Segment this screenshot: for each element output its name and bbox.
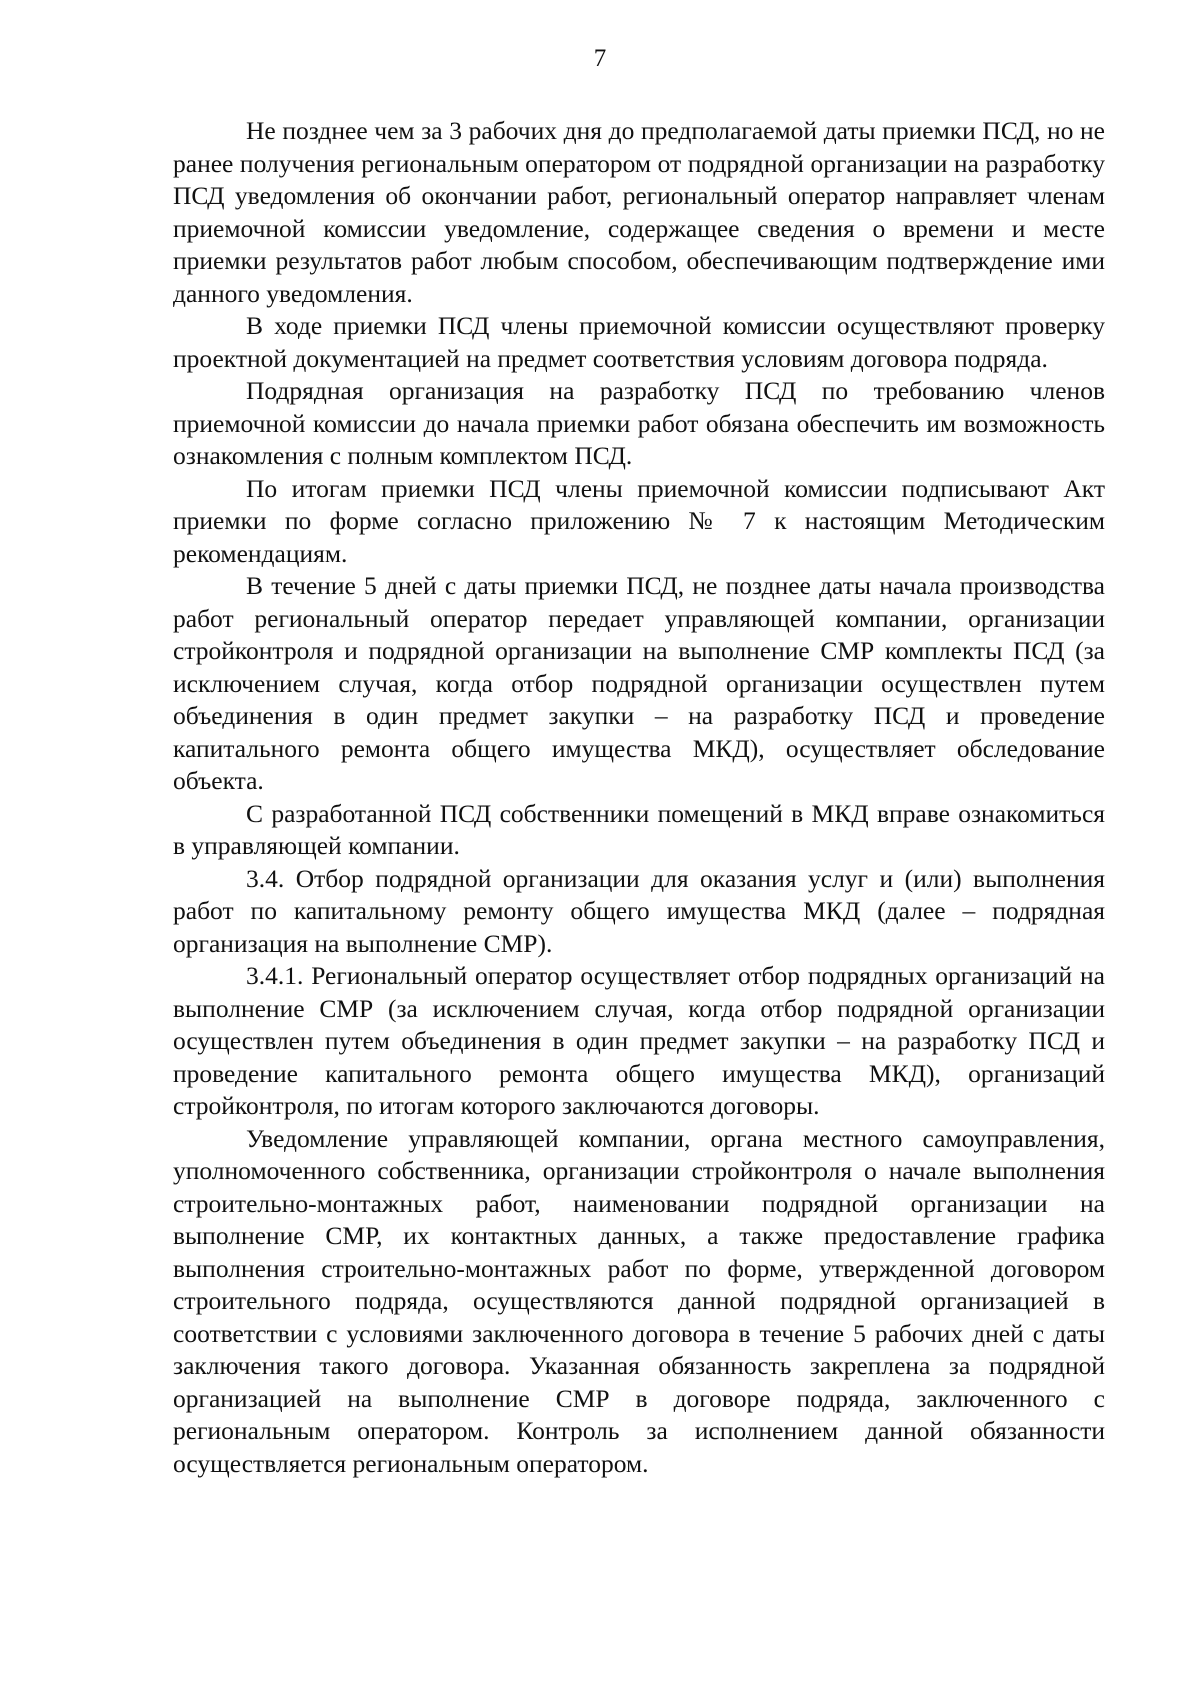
document-body (173, 115, 1105, 1480)
paragraph-psd-transfer: В течение 5 дней с даты приемки ПСД, не позднее даты начала производства работ региональный оператор передает управляющей компании, организации стройконтроля и подрядной организации на выполнение СМР комплекты ПСД (за исключением случая, когда отбор подрядной организации осуществлен путем объединения в один предмет закупки – на разработку ПСД и проведение капитального ремонта общего имущества МКД), осуществляет обследование объекта. (173, 571, 1105, 795)
paragraph-acceptance-act: По итогам приемки ПСД члены приемочной комиссии подписывают Акт приемки по форме согласно приложению № 7 к настоящим Методическим рекомендациям. (173, 473, 1105, 568)
paragraph-work-start-notification: Уведомление управляющей компании, органа местного самоуправления, уполномоченного собственника, организации стройконтроля о начале выполнения строительно-монтажных работ, наименовании подрядной организации на выполнение СМР, их контактных данных, а также предоставление графика выполнения строительно-монтажных работ по форме, утвержденной договором строительного подряда, осуществляются данной подрядной организацией в соответствии с условиями заключенного договора в течение 5 рабочих дней с даты заключения такого договора. Указанная обязанность закреплена за подрядной организацией на выполнение СМР в договоре подряда, заключенного с региональным оператором. Контроль за исполнением данной обязанности осуществляется региональным оператором. (173, 1123, 1105, 1478)
paragraph-section-3-4: 3.4. Отбор подрядной организации для оказания услуг и (или) выполнения работ по капитальному ремонту общего имущества МКД (далее – подрядная организация на выполнение СМР). (173, 863, 1105, 958)
page-number: 7 (593, 45, 607, 72)
paragraph-psd-acceptance-notice: Не позднее чем за 3 рабочих дня до предполагаемой даты приемки ПСД, но не ранее получения региональным оператором от подрядной организации на разработку ПСД уведомления об окончании работ, региональный оператор направляет членам приемочной комиссии уведомление, содержащее сведения о времени и месте приемки результатов работ любым способом, обеспечивающим подтверждение ими данного уведомления. (173, 116, 1105, 308)
paragraph-owners-review: С разработанной ПСД собственники помещений в МКД вправе ознакомиться в управляющей компании. (173, 798, 1105, 860)
paragraph-section-3-4-1: 3.4.1. Региональный оператор осуществляет отбор подрядных организаций на выполнение СМР (за исключением случая, когда отбор подрядной организации осуществлен путем объединения в один предмет закупки – на разработку ПСД и проведение капитального ремонта общего имущества МКД), организаций стройконтроля, по итогам которого заключаются договоры. (173, 961, 1105, 1120)
paragraph-acceptance-check: В ходе приемки ПСД члены приемочной комиссии осуществляют проверку проектной документацией на предмет соответствия условиям договора подряда. (173, 311, 1105, 373)
paragraph-contractor-obligation: Подрядная организация на разработку ПСД по требованию членов приемочной комиссии до начала приемки работ обязана обеспечить им возможность ознакомления с полным комплектом ПСД. (173, 376, 1105, 470)
